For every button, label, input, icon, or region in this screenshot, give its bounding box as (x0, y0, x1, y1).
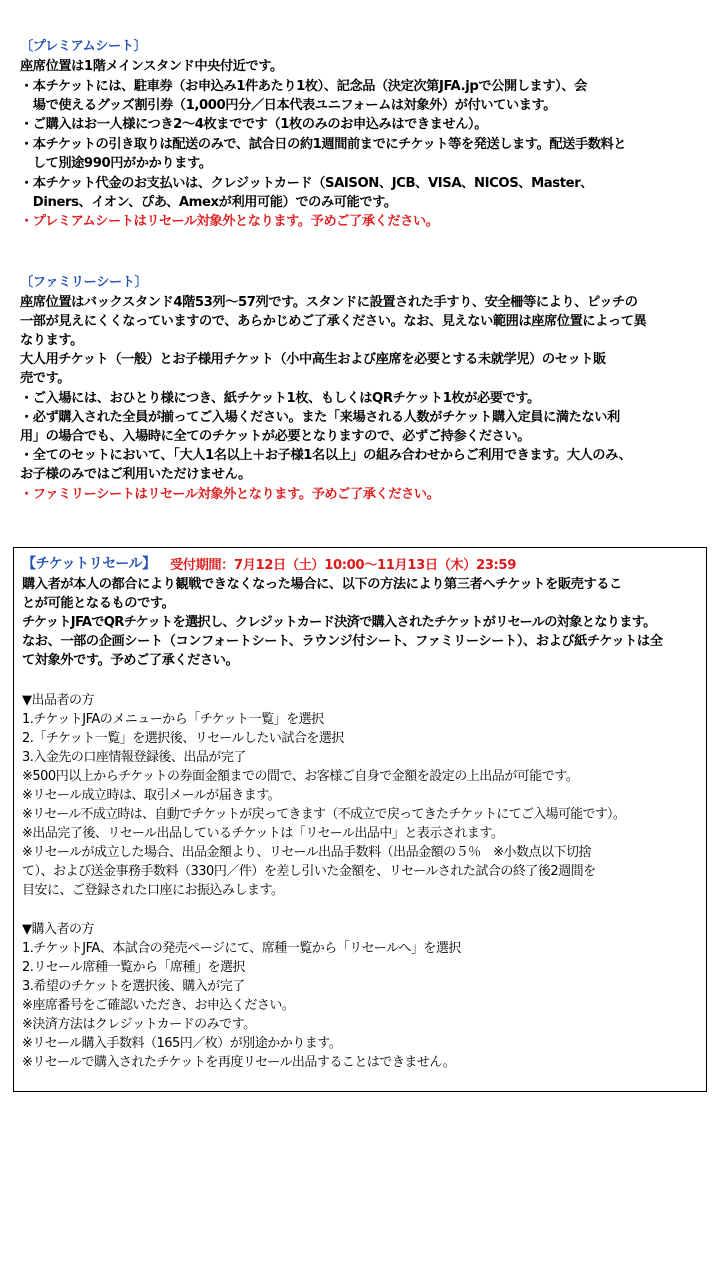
premium-line: ・本チケット代金のお支払いは、クレジットカード（SAISON、JCB、VISA、NICOS、Master、 (20, 176, 594, 191)
buyer-note: ※決済方法はクレジットカードのみです。 (22, 1017, 256, 1032)
family-line: 大人用チケット（一般）とお子様用チケット（小中高生および座席を必要とする未就学児）のセット販 (20, 352, 606, 367)
resale-info-box (13, 547, 707, 1092)
seller-note: て）、および送金事務手数料（330円／件）を差し引いた金額を、リセールされた試合の終了後2週間を (22, 864, 596, 879)
family-line: ・全てのセットにおいて、「大人1名以上＋お子様1名以上」の組み合わせからご利用できます。大人のみ、 (20, 448, 632, 463)
seller-note: ※出品完了後、リセール出品しているチケットは「リセール出品中」と表示されます。 (22, 826, 504, 841)
resale-intro-line: なお、一部の企画シート（コンフォートシート、ラウンジ付シート、ファミリーシート）、および紙チケットは全 (22, 634, 663, 649)
premium-line: 座席位置は1階メインスタンド中央付近です。 (20, 59, 283, 74)
resale-intro-line: チケットJFAでQRチケットを選択し、クレジットカード決済で購入されたチケットがリセールの対象となります。 (22, 615, 656, 630)
resale-period: 受付期間：7月12日（土）10:00～11月13日（木）23:59 (170, 558, 516, 573)
buyer-step: 3.希望のチケットを選択後、購入が完了 (22, 979, 245, 994)
family-line: 座席位置はバックスタンド4階53列～57列です。スタンドに設置された手すり、安全柵等により、ピッチの (20, 295, 638, 310)
family-line: なります。 (20, 333, 83, 348)
buyer-note: ※リセールで購入されたチケットを再度リセール出品することはできません。 (22, 1055, 456, 1070)
premium-line: Diners、イオン、ぴあ、Amexが利用可能）でのみ可能です。 (20, 195, 397, 210)
resale-intro-line: 購入者が本人の都合により観戦できなくなった場合に、以下の方法により第三者へチケットを販売するこ (22, 577, 622, 592)
buyer-note: ※座席番号をご確認いただき、お申込ください。 (22, 998, 295, 1013)
premium-line: して別途990円がかかります。 (20, 156, 212, 171)
resale-title: 【チケットリセール】 (22, 556, 156, 572)
premium-seat-heading: 〔プレミアムシート〕 (20, 39, 147, 54)
seller-step: 2.「チケット一覧」を選択後、リセールしたい試合を選択 (22, 731, 344, 746)
resale-intro-line: とが可能となるものです。 (22, 596, 175, 611)
seller-step: 3.入金先の口座情報登録後、出品が完了 (22, 750, 246, 765)
family-line: 一部が見えにくくなっていますので、あらかじめご了承ください。なお、見えない範囲は座席位置によって異 (20, 314, 647, 329)
family-line: ・ご入場には、おひとり様につき、紙チケット1枚、もしくはQRチケット1枚が必要です。 (20, 391, 540, 406)
buyer-heading: ▼購入者の方 (22, 922, 94, 937)
buyer-step: 2.リセール席種一覧から「席種」を選択 (22, 960, 245, 975)
premium-line: 場で使えるグッズ割引券（1,000円分／日本代表ユニフォームは対象外）が付いています。 (20, 98, 557, 113)
premium-line: ・本チケットの引き取りは配送のみで、試合日の約1週間前までにチケット等を発送します。配送手数料と (20, 137, 627, 152)
seller-note: ※リセール成立時は、取引メールが届きます。 (22, 788, 281, 803)
premium-line: ・ご購入はお一人様につき2～4枚までです（1枚のみのお申込みはできません）。 (20, 117, 488, 132)
seller-note: 目安に、ご登録された口座にお振込みします。 (22, 883, 284, 898)
seller-step: 1.チケットJFAのメニューから「チケット一覧」を選択 (22, 712, 324, 727)
seller-note: ※リセールが成立した場合、出品金額より、リセール出品手数料（出品金額の５％ ※小数点以下切捨 (22, 845, 591, 860)
family-line: お子様のみではご利用いただけません。 (20, 467, 251, 482)
seller-note: ※500円以上からチケットの券面金額までの間で、お客様ご自身で金額を設定の上出品が可能です。 (22, 769, 579, 784)
premium-resale-notice: ・プレミアムシートはリセール対象外となります。予めご了承ください。 (20, 214, 439, 229)
family-line: 売です。 (20, 371, 71, 386)
family-seat-heading: 〔ファミリーシート〕 (20, 275, 148, 290)
seller-note: ※リセール不成立時は、自動でチケットが戻ってきます（不成立で戻ってきたチケットにてご入場可能です）。 (22, 807, 626, 822)
buyer-step: 1.チケットJFA、本試合の発売ページにて、席種一覧から「リセールへ」を選択 (22, 941, 461, 956)
premium-line: ・本チケットには、駐車券（お申込み1件あたり1枚）、記念品（決定次第JFA.jpで公開します）、会 (20, 79, 587, 94)
family-line: 用」の場合でも、入場時に全てのチケットが必要となりますので、必ずご持参ください。 (20, 429, 531, 444)
seller-heading: ▼出品者の方 (22, 693, 94, 708)
buyer-note: ※リセール購入手数料（165円／枚）が別途かかります。 (22, 1036, 342, 1051)
family-line: ・必ず購入された全員が揃ってご入場ください。また「来場される人数がチケット購入定員に満たない利 (20, 410, 620, 425)
family-resale-notice: ・ファミリーシートはリセール対象外となります。予めご了承ください。 (20, 487, 440, 502)
resale-intro-line: て対象外です。予めご了承ください。 (22, 653, 239, 668)
